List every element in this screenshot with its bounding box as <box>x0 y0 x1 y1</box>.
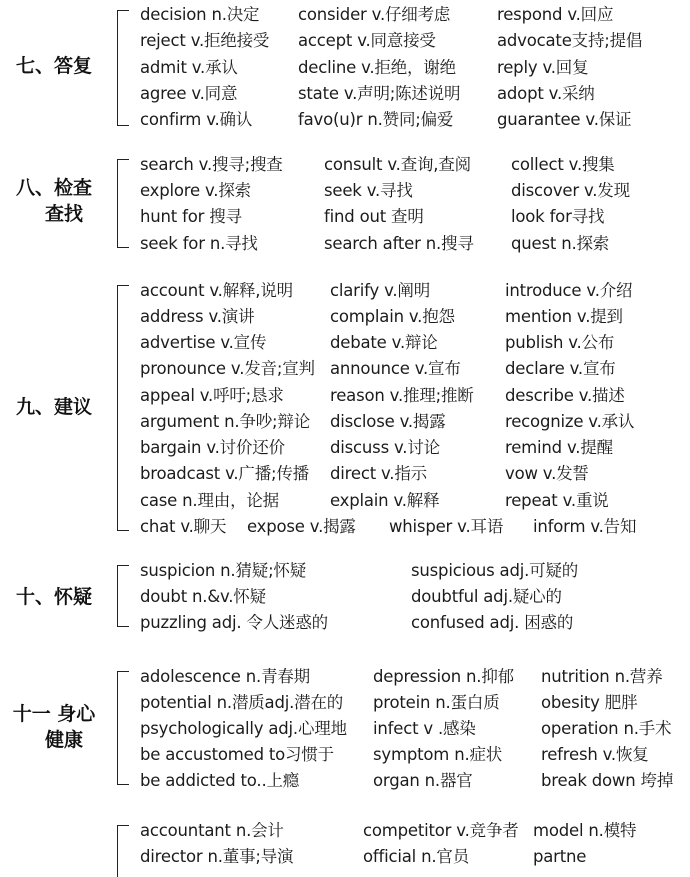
vocab-entry: puzzling adj. 令人迷惑的 <box>140 613 328 632</box>
section-title <box>4 394 104 420</box>
vocab-entry: favo(u)r n.赞同;偏爱 <box>298 110 454 129</box>
section-bracket <box>117 565 129 627</box>
vocab-entry: seek for n.寻找 <box>140 234 258 253</box>
vocab-entry: director n.董事;导演 <box>140 847 294 866</box>
section-bracket <box>117 825 129 877</box>
vocab-entry: search v.搜寻;搜查 <box>140 155 283 174</box>
vocab-entry: psychologically adj.心理地 <box>140 719 347 738</box>
vocab-entry: introduce v.介绍 <box>505 281 633 300</box>
vocab-entry: consider v.仔细考虑 <box>298 5 451 24</box>
vocab-entry: doubt n.&v.怀疑 <box>140 587 266 606</box>
vocab-entry: decision n.决定 <box>140 5 260 24</box>
vocab-entry: clarify v.阐明 <box>330 281 430 300</box>
vocab-entry: advertise v.宣传 <box>140 333 267 352</box>
section-title <box>4 584 104 610</box>
vocab-entry: adopt v.采纳 <box>497 84 595 103</box>
vocab-entry: advocate支持;提倡 <box>497 31 643 50</box>
vocab-entry: publish v.公布 <box>505 333 615 352</box>
vocab-entry: confused adj. 困惑的 <box>411 613 574 632</box>
vocab-entry: be addicted to..上瘾 <box>140 771 300 790</box>
vocab-entry: model n.模特 <box>533 821 637 840</box>
section-title-line: 查找 <box>44 203 83 225</box>
vocab-entry: protein n.蛋白质 <box>373 693 500 712</box>
vocab-entry: adolescence n.青春期 <box>140 667 310 686</box>
vocab-entry: announce v.宣布 <box>330 359 461 378</box>
vocab-entry: state v.声明;陈述说明 <box>298 84 461 103</box>
vocab-entry: pronounce v.发音;宣判 <box>140 359 315 378</box>
vocab-entry: appeal v.呼吁;恳求 <box>140 386 284 405</box>
vocab-entry: accept v.同意接受 <box>298 31 436 50</box>
section-title-line: 健康 <box>44 729 83 751</box>
vocab-entry: broadcast v.广播;传播 <box>140 464 309 483</box>
vocab-entry: describe v.描述 <box>505 386 625 405</box>
section-title <box>4 701 104 753</box>
vocab-entry: case n.理由，论据 <box>140 491 279 510</box>
vocab-entry: agree v.同意 <box>140 84 238 103</box>
vocab-entry: admit v.承认 <box>140 58 238 77</box>
vocab-entry: nutrition n.营养 <box>541 667 663 686</box>
vocab-entry: recognize v.承认 <box>505 412 635 431</box>
watermark-overlay <box>600 843 690 873</box>
vocab-entry: suspicion n.猜疑;怀疑 <box>140 561 307 580</box>
vocab-entry: respond v.回应 <box>497 5 614 24</box>
section-bracket <box>117 159 129 248</box>
vocab-entry: chat v.聊天 <box>140 517 227 536</box>
section-title-line: 十、怀疑 <box>15 586 92 608</box>
vocab-entry: collect v.搜集 <box>511 155 615 174</box>
vocab-entry: guarantee v.保证 <box>497 110 632 129</box>
vocab-entry: explain v.解释 <box>330 491 440 510</box>
section-title-line: 十一 身心 <box>12 703 96 725</box>
vocab-entry: break down 垮掉 <box>541 771 674 790</box>
vocab-entry: organ n.器官 <box>373 771 473 790</box>
vocab-entry: symptom n.症状 <box>373 745 503 764</box>
vocab-entry: confirm v.确认 <box>140 110 253 129</box>
vocab-entry: infect v .感染 <box>373 719 476 738</box>
section-title <box>4 53 104 79</box>
section-title <box>4 175 104 227</box>
section-title-line: 九、建议 <box>15 396 92 418</box>
vocab-entry: reason v.推理;推断 <box>330 386 474 405</box>
vocab-entry: operation n.手术 <box>541 719 672 738</box>
vocab-entry: expose v.揭露 <box>247 517 356 536</box>
vocab-entry: reject v.拒绝接受 <box>140 31 270 50</box>
section-bracket <box>117 285 129 531</box>
vocab-entry: discuss v.讨论 <box>330 438 440 457</box>
vocab-entry: declare v.宣布 <box>505 359 616 378</box>
vocab-entry: explore v.探索 <box>140 181 251 200</box>
vocab-entry: accountant n.会计 <box>140 821 284 840</box>
vocab-entry: seek v.寻找 <box>324 181 413 200</box>
vocab-entry: search after n.搜寻 <box>324 234 474 253</box>
vocab-entry: quest n.探索 <box>511 234 610 253</box>
vocab-entry: partne <box>533 847 587 866</box>
vocab-entry: remind v.提醒 <box>505 438 613 457</box>
vocab-entry: be accustomed to习惯于 <box>140 745 334 764</box>
section-bracket <box>117 671 129 785</box>
vocab-entry: disclose v.揭露 <box>330 412 446 431</box>
vocab-entry: direct v.指示 <box>330 464 427 483</box>
vocab-entry: vow v.发誓 <box>505 464 589 483</box>
vocab-entry: complain v.抱怨 <box>330 307 455 326</box>
vocab-entry: inform v.告知 <box>533 517 637 536</box>
vocab-entry: suspicious adj.可疑的 <box>411 561 579 580</box>
vocab-entry: discover v.发现 <box>511 181 630 200</box>
vocab-entry: decline v.拒绝，谢绝 <box>298 58 456 77</box>
vocab-entry: find out 查明 <box>324 207 424 226</box>
section-title-line: 七、答复 <box>15 55 92 77</box>
vocab-entry: debate v.辩论 <box>330 333 438 352</box>
vocab-entry: bargain v.讨价还价 <box>140 438 285 457</box>
vocab-entry: hunt for 搜寻 <box>140 207 242 226</box>
vocab-entry: obesity 肥胖 <box>541 693 638 712</box>
vocab-entry: mention v.提到 <box>505 307 623 326</box>
vocab-entry: repeat v.重说 <box>505 491 609 510</box>
vocab-entry: consult v.查询,查阅 <box>324 155 471 174</box>
vocab-entry: refresh v.恢复 <box>541 745 649 764</box>
vocab-entry: doubtful adj.疑心的 <box>411 587 562 606</box>
vocab-entry: potential n.潜质adj.潜在的 <box>140 693 344 712</box>
section-title-line: 八、检查 <box>15 177 92 199</box>
vocab-entry: official n.官员 <box>363 847 469 866</box>
vocab-entry: address v.演讲 <box>140 307 255 326</box>
vocab-entry: competitor v.竞争者 <box>363 821 519 840</box>
vocab-entry: look for寻找 <box>511 207 605 226</box>
section-bracket <box>117 10 129 126</box>
vocab-entry: reply v.回复 <box>497 58 589 77</box>
vocab-entry: argument n.争吵;辩论 <box>140 412 310 431</box>
vocab-entry: whisper v.耳语 <box>389 517 504 536</box>
vocab-entry: account v.解释,说明 <box>140 281 293 300</box>
vocab-entry: depression n.抑郁 <box>373 667 514 686</box>
